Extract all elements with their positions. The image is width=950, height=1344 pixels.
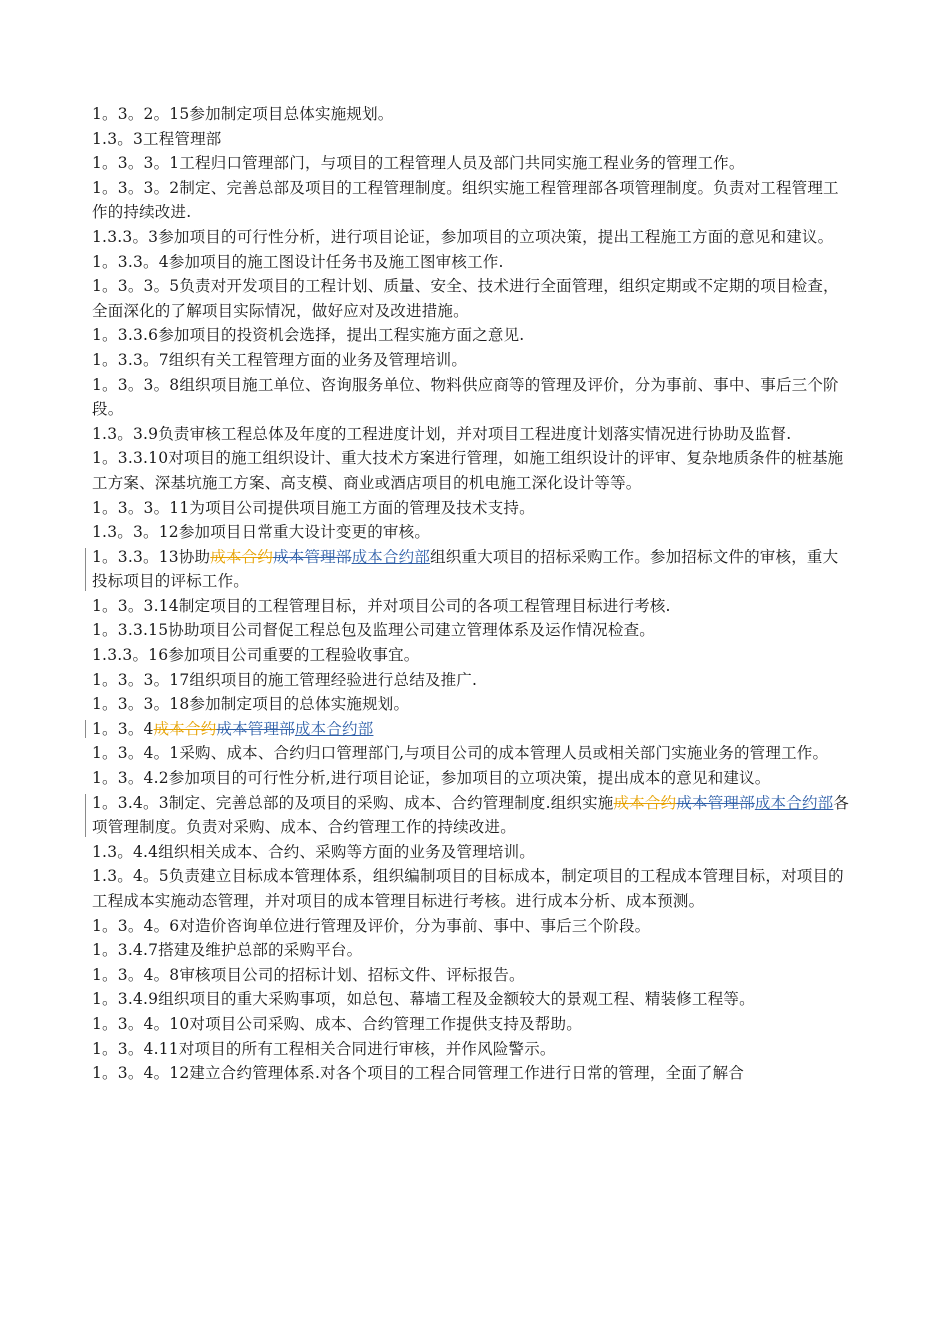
text-run: 各项管理制度。负责对采购、成本、合约管理工作的持续改进。 xyxy=(92,793,850,837)
paragraph: 1。3.3。4参加项目的施工图设计任务书及施工图审核工作. xyxy=(92,252,504,271)
text-run: 1。3。4 xyxy=(92,719,154,738)
paragraph: 1.3。4.4组织相关成本、合约、采购等方面的业务及管理培训。 xyxy=(92,842,536,861)
paragraph: 1。3。4.2参加项目的可行性分析,进行项目论证，参加项目的立项决策，提出成本的意见和建议。 xyxy=(92,769,771,788)
paragraph: 1。3。4。8审核项目公司的招标计划、招标文件、评标报告。 xyxy=(92,965,525,984)
paragraph: 1。3。4。6对造价咨询单位进行管理及评价，分为事前、事中、事后三个阶段。 xyxy=(92,916,651,935)
document-body xyxy=(92,102,852,1086)
paragraph: 1。3。4.11对项目的所有工程相关合同进行审核，并作风险警示。 xyxy=(92,1039,556,1058)
deleted-text: 成本管理部 xyxy=(216,719,295,738)
deleted-text: 成本合约 xyxy=(153,719,217,738)
inserted-text: 成本合约部 xyxy=(294,719,374,738)
deleted-text: 成本合约 xyxy=(210,547,274,566)
tracked-change-paragraph xyxy=(92,545,852,594)
inserted-text: 成本合约部 xyxy=(754,793,834,812)
paragraph: 1.3。3工程管理部 xyxy=(92,129,222,148)
paragraph: 1。3.3。7组织有关工程管理方面的业务及管理培训。 xyxy=(92,350,468,369)
paragraph: 1.3.3。16参加项目公司重要的工程验收事宜。 xyxy=(92,646,420,665)
paragraph: 1.3。4。5负责建立目标成本管理体系，组织编制项目的目标成本，制定项目的工程成本管理目标，对项目的工程成本实施动态管理，并对项目的成本管理目标进行考核。进行成本分析、成本预测。 xyxy=(92,867,844,910)
paragraph: 1。3。4。1采购、成本、合约归口管理部门,与项目公司的成本管理人员或相关部门实施业务的管理工作。 xyxy=(92,744,829,763)
paragraph: 1。3.4.7搭建及维护总部的采购平台。 xyxy=(92,941,363,960)
deleted-text: 成本合约 xyxy=(613,793,677,812)
paragraph: 1。3。3。5负责对开发项目的工程计划、质量、安全、技术进行全面管理，组织定期或不定期的项目检查，全面深化的了解项目实际情况，做好应对及改进措施。 xyxy=(92,277,839,320)
paragraph: 1。3.3.15协助项目公司督促工程总包及监理公司建立管理体系及运作情况检查。 xyxy=(92,621,655,640)
paragraph: 1。3.3.10对项目的施工组织设计、重大技术方案进行管理，如施工组织设计的评审、复杂地质条件的桩基施工方案、深基坑施工方案、高支模、商业或酒店项目的机电施工深化设计等等。 xyxy=(92,449,844,492)
deleted-text: 成本管理部 xyxy=(676,793,755,812)
paragraph: 1.3.3。3参加项目的可行性分析，进行项目论证，参加项目的立项决策，提出工程施工方面的意见和建议。 xyxy=(92,227,834,246)
paragraph: 1。3。3。17组织项目的施工管理经验进行总结及推广. xyxy=(92,670,478,689)
paragraph: 1。3。4。10对项目公司采购、成本、合约管理工作提供支持及帮助。 xyxy=(92,1014,582,1033)
tracked-change-paragraph xyxy=(92,791,852,840)
paragraph: 1。3。3。8组织项目施工单位、咨询服务单位、物料供应商等的管理及评价，分为事前、事中、事后三个阶段。 xyxy=(92,375,839,419)
paragraph: 1。3。3。2制定、完善总部及项目的工程管理制度。组织实施工程管理部各项管理制度。负责对工程管理工作的持续改进. xyxy=(92,178,839,222)
text-run: 1。3.3。13协助 xyxy=(92,547,211,566)
tracked-change-paragraph xyxy=(92,717,852,742)
paragraph: 1。3。3。18参加制定项目的总体实施规划。 xyxy=(92,695,410,714)
paragraph: 1。3。2。15参加制定项目总体实施规划。 xyxy=(92,105,394,123)
paragraph: 1。3。3。1工程归口管理部门，与项目的工程管理人员及部门共同实施工程业务的管理工作。 xyxy=(92,154,745,173)
text-run: 1。3.4。3制定、完善总部的及项目的采购、成本、合约管理制度.组织实施 xyxy=(92,793,614,812)
deleted-text: 成本管理部 xyxy=(273,547,352,566)
text-run: 组织重大项目的招标采购工作。参加招标文件的审核，重大投标项目的评标工作。 xyxy=(92,547,839,591)
paragraph: 1。3.4.9组织项目的重大采购事项，如总包、幕墙工程及金额较大的景观工程、精装修工程等。 xyxy=(92,990,755,1009)
paragraph: 1.3。3。12参加项目日常重大设计变更的审核。 xyxy=(92,523,431,542)
paragraph: 1。3。3.14制定项目的工程管理目标，并对项目公司的各项工程管理目标进行考核. xyxy=(92,596,671,615)
inserted-text: 成本合约部 xyxy=(351,547,431,566)
paragraph: 1。3。4。12建立合约管理体系.对各个项目的工程合同管理工作进行日常的管理，全面了解合 xyxy=(92,1064,745,1083)
paragraph: 1。3。3。11为项目公司提供项目施工方面的管理及技术支持。 xyxy=(92,498,535,517)
paragraph: 1。3.3.6参加项目的投资机会选择，提出工程实施方面之意见. xyxy=(92,326,525,345)
paragraph: 1.3。3.9负责审核工程总体及年度的工程进度计划，并对项目工程进度计划落实情况进行协助及监督. xyxy=(92,424,792,443)
